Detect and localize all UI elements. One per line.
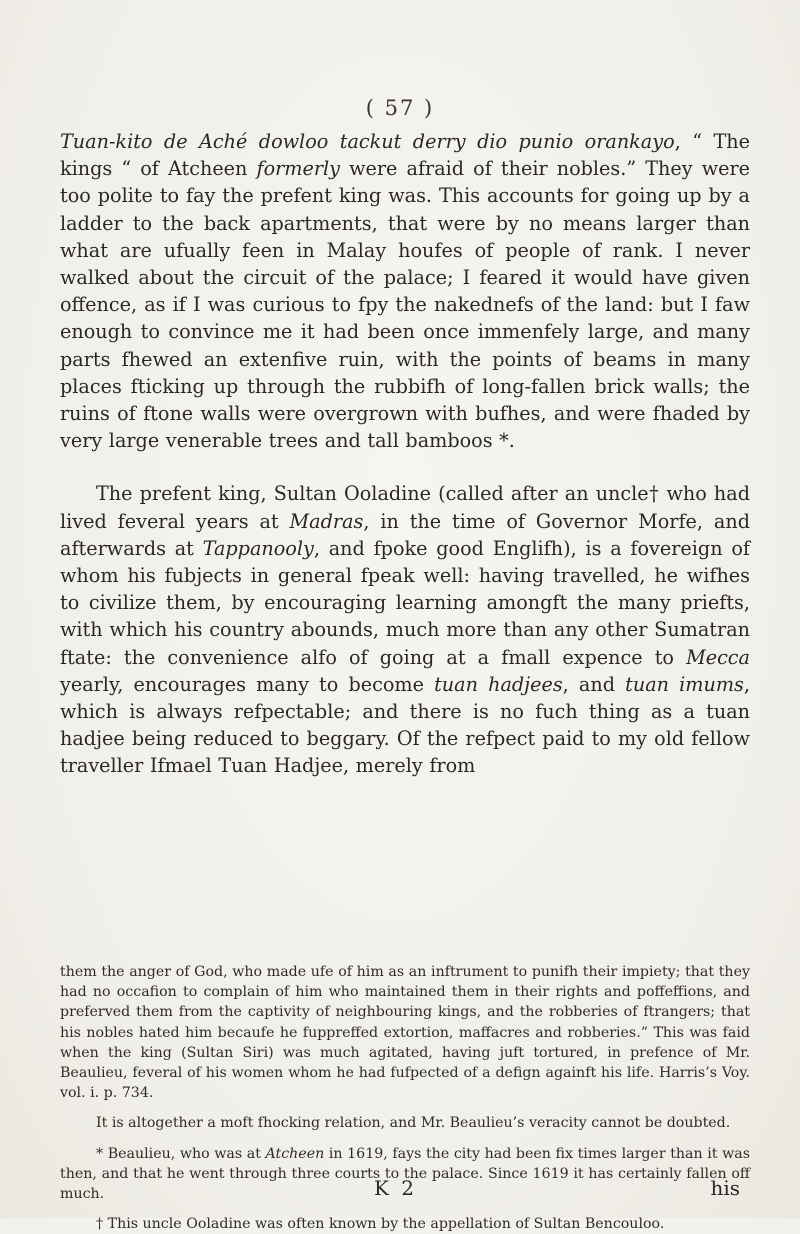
place-atcheen: Atcheen [265, 1145, 325, 1162]
catchword: his [710, 1176, 740, 1200]
page-footer [0, 1176, 800, 1206]
text-segment: , and fpoke good Englifh), is a fovereign of whom his fubjects in general fpeak well: having travelled, he wifhes to civilize them, by encouraging learning amongft the many priefts, with which his country abounds, much more than any other Sumatran ftate: the convenience alfo of going at a fmall expence to [60, 536, 750, 669]
term-tuan-imums: tuan imums [625, 672, 744, 696]
signature-mark: K 2 [374, 1176, 418, 1200]
paragraph-king [60, 480, 750, 779]
place-tappanooly: Tappanooly [202, 536, 314, 560]
text-segment: were afraid of their nobles.” They were too polite to fay the prefent king was. This accounts for going up by a ladder to the back apartments, that were by no means larger than what are ufually feen in Malay houfes of people of rank. I never walked about the circuit of the palace; I feared it would have given offence, as if I was curious to fpy the nakednefs of the land: but I faw enough to convince me it had been once immenfely large, and many parts fhewed an extenfive ruin, with the points of beams in many places fticking up through the rubbifh of long-fallen brick walls; the ruins of ftone walls were overgrown with bufhes, and were fhaded by very large venerable trees and tall bamboos *. [60, 157, 750, 453]
malay-quote: Tuan-kito de Aché dowloo tackut derry dio punio orankayo [60, 130, 675, 153]
place-mecca: Mecca [686, 645, 750, 669]
page-number: ( 57 ) [365, 96, 435, 120]
text-segment: , which is always refpectable; and there is no fuch thing as a tuan hadjee being reduced to beggary. Of the refpect paid to my old fellow traveller Ifmael Tuan Hadjee, merely from [60, 672, 750, 778]
text-segment: yearly, encourages many to become [60, 672, 435, 696]
term-tuan-hadjees: tuan hadjees [434, 672, 563, 696]
paragraph-palace [60, 128, 750, 454]
text-segment: in 1619, fays the city had been fix times larger than it was then, and that he went through three courts to the palace. Since 1619 it has certainly fallen off much. [60, 1145, 750, 1203]
text-segment: , “ The kings “ of Atcheen [60, 130, 750, 181]
footnote-shocking: It is altogether a moft fhocking relation, and Mr. Beaulieu’s veracity cannot be doubted. [96, 1115, 731, 1132]
place-madras: Madras [289, 509, 364, 533]
footnote-dagger: † This uncle Ooladine was often known by the appellation of Sultan Bencouloo. [96, 1216, 665, 1233]
text-segment: The prefent king, Sultan Ooladine (called after an uncle† who had lived feveral years at [60, 482, 750, 533]
text-segment: , in the time of Governor Morfe, and afterwards at [60, 509, 750, 560]
text-segment: * Beaulieu, who was at [96, 1145, 266, 1162]
text-segment: , and [562, 672, 626, 696]
main-text [60, 128, 750, 780]
footnote-continued: them the anger of God, who made ufe of him as an inftrument to punifh their impiety; that they had no occafion to complain of him who maintained them in their rights and poffeffions, and preferved them from the captivity of neighbouring kings, and the robberies of ftrangers; that his nobles hated him becaufe he fuppreffed extortion, maffacres and robberies.” This was faid when the king (Sultan Siri) was much agitated, having juft tortured, in prefence of Mr. Beaulieu, feveral of his women whom he had fufpected of a defign againft his life. Harris’s Voy. vol. i. p. 734. [60, 964, 750, 1102]
italic-word: formerly [256, 157, 341, 181]
